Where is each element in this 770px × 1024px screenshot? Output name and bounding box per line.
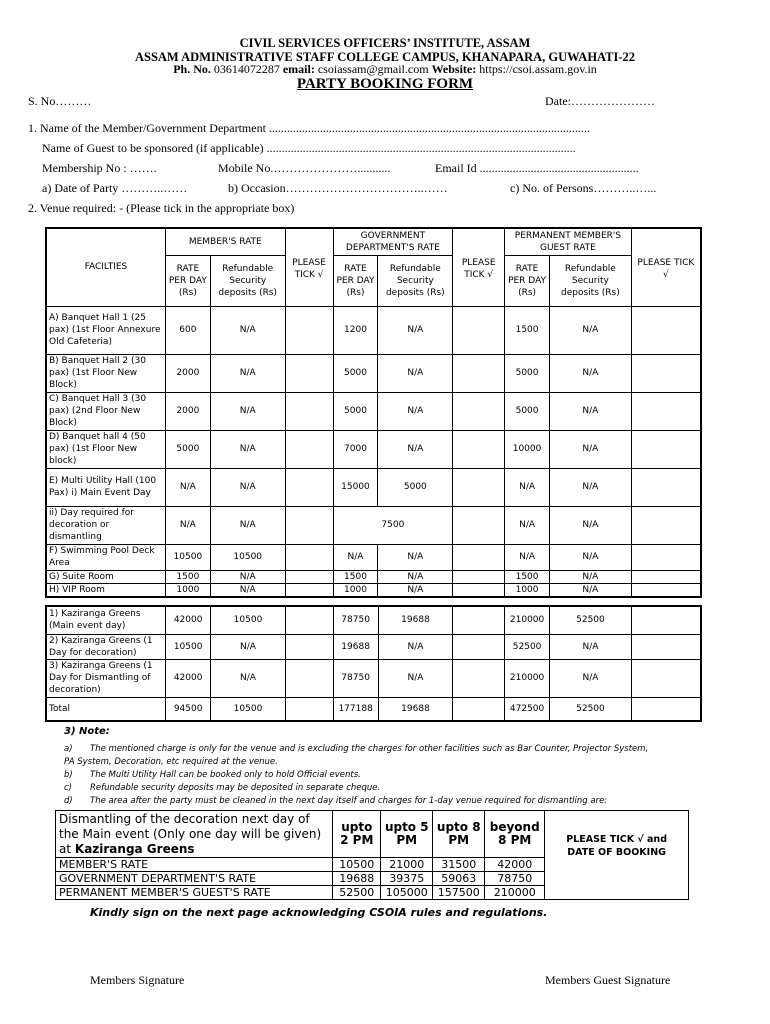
- persons-field[interactable]: c) No. of Persons………..…...: [510, 181, 657, 195]
- member-deposit: 10500: [211, 606, 286, 634]
- mobile-number-field[interactable]: Mobile No.…………………...........: [218, 161, 391, 175]
- note-d: The area after the party must be cleaned in the next day itself and charges for 1-day venue required for dismantling are:: [90, 796, 608, 806]
- rate-value: 31500: [433, 858, 485, 872]
- gov-rate: 177188: [333, 697, 378, 721]
- email-address[interactable]: csoiassam@gmail.com: [317, 62, 429, 76]
- member-deposit: 10500: [211, 697, 286, 721]
- note-a-cont: PA System, Decoration, etc required at the venue.: [64, 757, 278, 767]
- beyond-8pm-header: beyond 8 PM: [485, 811, 545, 858]
- tick-header: PLEASE TICK √: [453, 228, 505, 306]
- campus-address: ASSAM ADMINISTRATIVE STAFF COLLEGE CAMPUS, KHANAPARA, GUWAHATI-22: [134, 50, 636, 64]
- upto-8pm-header: upto 8 PM: [433, 811, 485, 858]
- facility-name: 2) Kaziranga Greens (1 Day for decoration): [46, 634, 166, 659]
- gov-deposit: N/A: [378, 354, 453, 392]
- member-rate: 42000: [166, 659, 211, 697]
- rate-label: MEMBER'S RATE: [56, 858, 333, 872]
- perm-deposit: 52500: [550, 697, 632, 721]
- perm-deposit: N/A: [550, 506, 632, 544]
- gov-rate: 78750: [333, 606, 378, 634]
- rate-value: 39375: [381, 872, 433, 886]
- member-tick-box[interactable]: [285, 659, 333, 697]
- member-deposit: N/A: [210, 354, 285, 392]
- kaziranga-label: Kaziranga Greens: [74, 841, 195, 856]
- member-rate: 2000: [165, 354, 210, 392]
- venue-heading: 2. Venue required: - (Please tick in the appropriate box): [28, 201, 295, 215]
- rate-value: 19688: [333, 872, 381, 886]
- gov-tick-box[interactable]: [453, 583, 505, 597]
- member-rate: 1000: [165, 583, 210, 597]
- member-name-field[interactable]: 1. Name of the Member/Government Department ...........................................................................................................: [28, 121, 590, 135]
- perm-deposit: N/A: [550, 468, 632, 506]
- gov-deposit: 5000: [378, 468, 453, 506]
- member-tick-box[interactable]: [285, 583, 333, 597]
- rate-value: 157500: [433, 886, 485, 900]
- member-rate: N/A: [165, 468, 210, 506]
- perm-tick-box[interactable]: [631, 506, 701, 544]
- note-label: b): [64, 770, 73, 780]
- member-tick-box[interactable]: [285, 606, 333, 634]
- table-row: [46, 570, 701, 583]
- serial-number-field[interactable]: S. No………: [28, 94, 92, 108]
- tick-header: PLEASE TICK √: [285, 228, 333, 306]
- gov-deposit: N/A: [378, 570, 453, 583]
- member-tick-box[interactable]: [285, 570, 333, 583]
- table-row: [46, 583, 701, 597]
- table-row: [46, 606, 701, 634]
- party-date-field[interactable]: a) Date of Party ………..……: [42, 181, 188, 195]
- perm-rate: N/A: [505, 506, 550, 544]
- perm-tick-box[interactable]: [631, 544, 701, 570]
- table-row: [46, 306, 701, 354]
- rate-label: GOVERNMENT DEPARTMENT'S RATE: [56, 872, 333, 886]
- gov-rate: 1000: [333, 583, 378, 597]
- gov-deposit: N/A: [378, 583, 453, 597]
- member-tick-box[interactable]: [285, 468, 333, 506]
- member-deposit: 10500: [210, 544, 285, 570]
- perm-deposit: N/A: [550, 634, 632, 659]
- gov-deposit: 19688: [378, 606, 453, 634]
- member-tick-box[interactable]: [285, 634, 333, 659]
- perm-tick-box[interactable]: [631, 659, 701, 697]
- member-rate: N/A: [165, 506, 210, 544]
- total-label: Total: [46, 697, 166, 721]
- table-row: [46, 430, 701, 468]
- perm-tick-box[interactable]: [631, 354, 701, 392]
- facility-name: A) Banquet Hall 1 (25 pax) (1st Floor Annexure Old Cafeteria): [46, 306, 165, 354]
- rate-label: PERMANENT MEMBER'S GUEST'S RATE: [56, 886, 333, 900]
- perm-rate: 1500: [505, 306, 550, 354]
- perm-tick-box[interactable]: [631, 468, 701, 506]
- form-title: PARTY BOOKING FORM: [296, 76, 474, 92]
- member-deposit: N/A: [210, 570, 285, 583]
- gov-rate: 7500: [333, 506, 453, 544]
- perm-deposit: 52500: [550, 606, 632, 634]
- note-label: d): [64, 796, 73, 806]
- perm-deposit: N/A: [550, 544, 632, 570]
- facility-name: B) Banquet Hall 2 (30 pax) (1st Floor New Block): [46, 354, 165, 392]
- website-label: Website:: [431, 62, 477, 76]
- member-rate: 10500: [166, 634, 211, 659]
- perm-deposit: N/A: [550, 306, 632, 354]
- refundable-header: Refundable Security deposits (Rs): [550, 255, 632, 306]
- refundable-header: Refundable Security deposits (Rs): [210, 255, 285, 306]
- phone-number: 03614072287: [213, 62, 280, 76]
- perm-tick-box[interactable]: [631, 306, 701, 354]
- tick-date-box[interactable]: PLEASE TICK √ and DATE OF BOOKING: [545, 811, 689, 900]
- gov-tick-box[interactable]: [453, 606, 505, 634]
- member-rate: 42000: [166, 606, 211, 634]
- dismantling-table: [55, 810, 689, 900]
- sign-instruction: Kindly sign on the next page acknowledging CSOIA rules and regulations.: [90, 906, 548, 919]
- member-deposit: N/A: [210, 306, 285, 354]
- perm-rate: 52500: [505, 634, 550, 659]
- member-deposit: N/A: [210, 583, 285, 597]
- dismantling-description: [56, 811, 333, 858]
- gov-tick-box[interactable]: [453, 430, 505, 468]
- perm-rate: N/A: [505, 544, 550, 570]
- note-b: The Multi Utility Hall can be booked only to hold Official events.: [90, 770, 361, 780]
- member-deposit: N/A: [211, 659, 286, 697]
- rate-value: 42000: [485, 858, 545, 872]
- perm-rate: 210000: [505, 606, 550, 634]
- rate-value: 52500: [333, 886, 381, 900]
- org-name: CIVIL SERVICES OFFICERS’ INSTITUTE, ASSAM: [239, 36, 531, 50]
- perm-tick-box[interactable]: [631, 570, 701, 583]
- perm-tick-box[interactable]: [631, 697, 701, 721]
- gov-tick-box[interactable]: [453, 392, 505, 430]
- rate-value: 21000: [381, 858, 433, 872]
- member-rate: 600: [165, 306, 210, 354]
- table-row: [46, 354, 701, 392]
- gov-deposit: N/A: [378, 306, 453, 354]
- perm-deposit: N/A: [550, 392, 632, 430]
- members-rate-header: MEMBER'S RATE: [165, 228, 285, 255]
- gov-deposit: N/A: [378, 634, 453, 659]
- rate-value: 10500: [333, 858, 381, 872]
- note-a: The mentioned charge is only for the venue and is excluding the charges for other facilities such as Bar Counter, Projector System,: [90, 744, 649, 754]
- rate-per-day-header: RATE PER DAY (Rs): [333, 255, 378, 306]
- member-deposit: N/A: [210, 430, 285, 468]
- facilities-header: FACILTIES: [46, 228, 165, 306]
- perm-rate: 1000: [505, 583, 550, 597]
- gov-deposit: N/A: [378, 430, 453, 468]
- guest-signature[interactable]: Members Guest Signature: [545, 973, 671, 987]
- website-link[interactable]: https://csoi.assam.gov.in: [479, 62, 597, 76]
- gov-deposit: 19688: [378, 697, 453, 721]
- facility-name: G) Suite Room: [46, 570, 165, 583]
- table-row: [46, 544, 701, 570]
- table-row: [46, 506, 701, 544]
- dismantling-text: Dismantling of the decoration next day of the Main event (Only one day will be given) at: [59, 811, 322, 856]
- gov-deposit: N/A: [378, 544, 453, 570]
- gov-rate: 7000: [333, 430, 378, 468]
- gov-deposit: N/A: [378, 392, 453, 430]
- kaziranga-rates-table: [45, 605, 702, 722]
- gov-rate: 5000: [333, 392, 378, 430]
- member-rate: 2000: [165, 392, 210, 430]
- email-id-field[interactable]: Email Id .....................................................: [435, 161, 639, 175]
- member-tick-box[interactable]: [285, 430, 333, 468]
- perm-rate: 5000: [505, 354, 550, 392]
- facility-name: 1) Kaziranga Greens (Main event day): [46, 606, 166, 634]
- facility-name: D) Banquet hall 4 (50 pax) (1st Floor New block): [46, 430, 165, 468]
- member-tick-box[interactable]: [285, 354, 333, 392]
- table-row: [46, 697, 701, 721]
- facility-name: H) VIP Room: [46, 583, 165, 597]
- email-label: email:: [282, 62, 315, 76]
- guest-name-field[interactable]: Name of Guest to be sponsored (if applicable) .......................................................................................................: [42, 141, 576, 155]
- perm-rate: 5000: [505, 392, 550, 430]
- upto-2pm-header: upto 2 PM: [333, 811, 381, 858]
- perm-deposit: N/A: [550, 354, 632, 392]
- member-deposit: N/A: [210, 392, 285, 430]
- upto-5pm-header: upto 5 PM: [381, 811, 433, 858]
- perm-deposit: N/A: [550, 659, 632, 697]
- member-rate: 1500: [165, 570, 210, 583]
- gov-rate: 1500: [333, 570, 378, 583]
- table-row: [46, 659, 701, 697]
- perm-tick-box[interactable]: [631, 392, 701, 430]
- gov-rate: 19688: [333, 634, 378, 659]
- perm-deposit: N/A: [550, 430, 632, 468]
- note-heading: 3) Note:: [64, 726, 110, 737]
- member-deposit: N/A: [211, 634, 286, 659]
- member-signature[interactable]: Members Signature: [90, 973, 185, 987]
- table-row: [46, 392, 701, 430]
- member-tick-box[interactable]: [285, 544, 333, 570]
- occasion-field[interactable]: b) Occasion……………………………..……: [228, 181, 448, 195]
- gov-tick-box[interactable]: [453, 468, 505, 506]
- gov-tick-box[interactable]: [453, 354, 505, 392]
- tick-header: PLEASE TICK √: [631, 228, 701, 306]
- rate-value: 210000: [485, 886, 545, 900]
- perm-rate: N/A: [505, 468, 550, 506]
- perm-tick-box[interactable]: [631, 430, 701, 468]
- member-tick-box[interactable]: [285, 392, 333, 430]
- perm-rate: 472500: [505, 697, 550, 721]
- perm-rate: 210000: [505, 659, 550, 697]
- gov-rate: 15000: [333, 468, 378, 506]
- rate-value: 59063: [433, 872, 485, 886]
- perm-rate-header: PERMANENT MEMBER'S GUEST RATE: [505, 228, 632, 255]
- member-tick-box[interactable]: [285, 506, 333, 544]
- gov-rate: 78750: [333, 659, 378, 697]
- member-tick-box[interactable]: [285, 697, 333, 721]
- table-row: [46, 468, 701, 506]
- gov-rate: 5000: [333, 354, 378, 392]
- note-label: a): [64, 744, 73, 754]
- gov-tick-box[interactable]: [453, 570, 505, 583]
- member-rate: 10500: [165, 544, 210, 570]
- member-deposit: N/A: [210, 506, 285, 544]
- gov-tick-box[interactable]: [453, 506, 505, 544]
- contact-line: [0, 63, 770, 76]
- rate-value: 105000: [381, 886, 433, 900]
- perm-deposit: N/A: [550, 583, 632, 597]
- perm-tick-box[interactable]: [631, 634, 701, 659]
- facility-name: 3) Kaziranga Greens (1 Day for Dismantling of decoration): [46, 659, 166, 697]
- gov-deposit: N/A: [378, 659, 453, 697]
- facility-name: E) Multi Utility Hall (100 Pax) i) Main Event Day: [46, 468, 165, 506]
- gov-rate: 1200: [333, 306, 378, 354]
- perm-tick-box[interactable]: [631, 583, 701, 597]
- note-c: Refundable security deposits may be deposited in separate cheque.: [90, 783, 381, 793]
- facility-name: C) Banquet Hall 3 (30 pax) (2nd Floor New Block): [46, 392, 165, 430]
- gov-tick-box[interactable]: [453, 544, 505, 570]
- gov-tick-box[interactable]: [453, 306, 505, 354]
- gov-tick-box[interactable]: [453, 634, 505, 659]
- perm-rate: 10000: [505, 430, 550, 468]
- perm-deposit: N/A: [550, 570, 632, 583]
- venue-rates-table: [45, 227, 702, 598]
- gov-rate-header: GOVERNMENT DEPARTMENT'S RATE: [333, 228, 453, 255]
- member-tick-box[interactable]: [285, 306, 333, 354]
- date-field[interactable]: Date:…………………: [545, 94, 655, 108]
- phone-label: Ph. No.: [173, 62, 211, 76]
- table-row: [46, 634, 701, 659]
- perm-rate: 1500: [505, 570, 550, 583]
- gov-rate: N/A: [333, 544, 378, 570]
- perm-tick-box[interactable]: [631, 606, 701, 634]
- note-label: c): [64, 783, 72, 793]
- member-rate: 94500: [166, 697, 211, 721]
- membership-number-field[interactable]: Membership No : …….: [42, 161, 157, 175]
- rate-per-day-header: RATE PER DAY (Rs): [505, 255, 550, 306]
- rate-value: 78750: [485, 872, 545, 886]
- member-deposit: N/A: [210, 468, 285, 506]
- gov-tick-box[interactable]: [453, 659, 505, 697]
- member-rate: 5000: [165, 430, 210, 468]
- rate-per-day-header: RATE PER DAY (Rs): [165, 255, 210, 306]
- facility-name: ii) Day required for decoration or dismantling: [46, 506, 165, 544]
- refundable-header: Refundable Security deposits (Rs): [378, 255, 453, 306]
- gov-tick-box[interactable]: [453, 697, 505, 721]
- facility-name: F) Swimming Pool Deck Area: [46, 544, 165, 570]
